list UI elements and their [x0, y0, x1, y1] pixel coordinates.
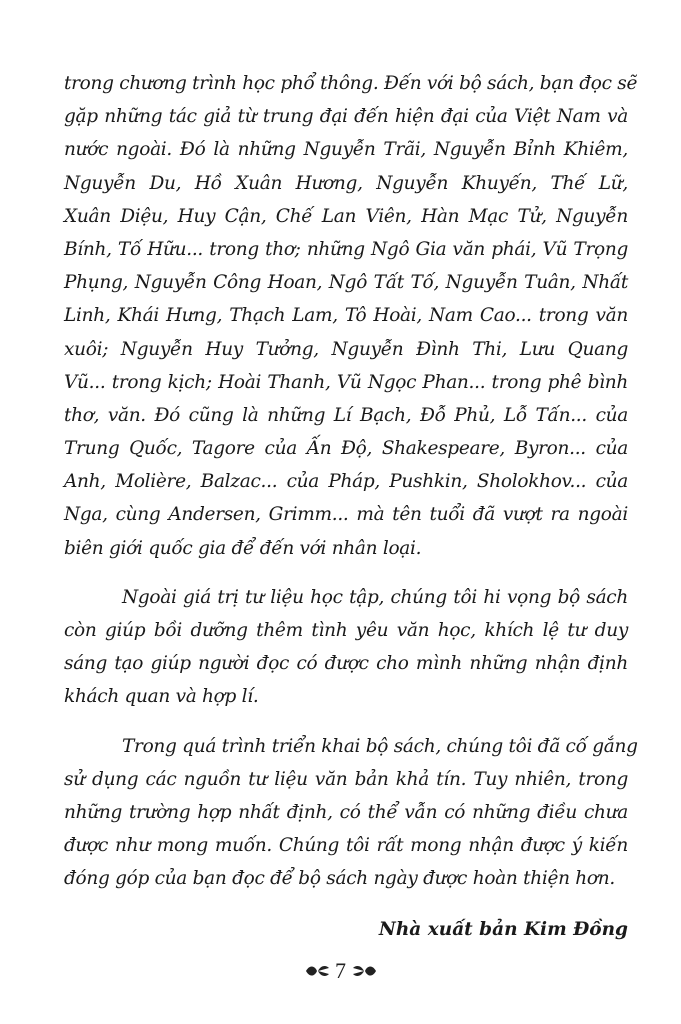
text-line: trong chương trình học phổ thông. Đến với bộ sách, bạn đọc sẽ — [64, 73, 638, 94]
page-footer — [0, 958, 681, 986]
text-line: Trong quá trình triển khai bộ sách, chúng tôi đã cố gắng — [122, 735, 638, 757]
text-line: sử dụng các nguồn tư liệu văn bản khả tín. Tuy nhiên, trong — [64, 768, 628, 790]
text-line: sáng tạo giúp người đọc có được cho mình những nhận định — [64, 653, 628, 675]
text-line: Nguyễn Du, Hồ Xuân Hương, Nguyễn Khuyến, Thế Lữ, — [64, 172, 628, 194]
text-line: đóng góp của bạn đọc để bộ sách ngày được hoàn thiện hơn. — [64, 868, 615, 890]
text-line: Phụng, Nguyễn Công Hoan, Ngô Tất Tố, Nguyễn Tuân, Nhất — [64, 272, 628, 294]
text-line: Ngoài giá trị tư liệu học tập, chúng tôi hi vọng bộ sách — [122, 586, 628, 608]
paragraph-1 — [64, 67, 638, 565]
publisher-signature: Nhà xuất bản Kim Đồng — [378, 918, 628, 940]
page-number: 7 — [335, 958, 346, 983]
floral-ornament-icon — [304, 960, 330, 986]
text-line: thơ, văn. Đó cũng là những Lí Bạch, Đỗ Phủ, Lỗ Tấn... của — [64, 404, 628, 426]
floral-ornament-icon — [352, 960, 378, 986]
paragraph-2 — [64, 581, 628, 714]
text-line: những trường hợp nhất định, có thể vẫn có những điều chưa — [64, 801, 628, 823]
text-line: khách quan và hợp lí. — [64, 686, 259, 708]
text-line: Xuân Diệu, Huy Cận, Chế Lan Viên, Hàn Mạc Tử, Nguyễn — [64, 205, 628, 227]
text-line: Linh, Khái Hưng, Thạch Lam, Tô Hoài, Nam Cao... trong văn — [64, 305, 628, 327]
text-line: Nga, cùng Andersen, Grimm... mà tên tuổi đã vượt ra ngoài — [64, 504, 628, 526]
text-line: gặp những tác giả từ trung đại đến hiện đại của Việt Nam và — [64, 106, 628, 128]
text-line: nước ngoài. Đó là những Nguyễn Trãi, Nguyễn Bỉnh Khiêm, — [64, 139, 628, 161]
text-line: Anh, Molière, Balzac... của Pháp, Pushkin, Sholokhov... của — [64, 471, 628, 493]
text-line: Bính, Tố Hữu... trong thơ; những Ngô Gia văn phái, Vũ Trọng — [64, 238, 628, 260]
paragraph-3 — [64, 730, 638, 896]
text-line: còn giúp bồi dưỡng thêm tình yêu văn học, khích lệ tư duy — [64, 620, 628, 641]
text-line: xuôi; Nguyễn Huy Tưởng, Nguyễn Đình Thi, Lưu Quang — [64, 338, 628, 360]
page-body — [64, 67, 638, 948]
text-line: Vũ... trong kịch; Hoài Thanh, Vũ Ngọc Phan... trong phê bình — [64, 371, 628, 393]
text-line: được như mong muốn. Chúng tôi rất mong nhận được ý kiến — [64, 835, 628, 857]
text-line: biên giới quốc gia để đến với nhân loại. — [64, 537, 422, 559]
text-line: Trung Quốc, Tagore của Ấn Độ, Shakespeare, Byron... của — [64, 438, 628, 460]
